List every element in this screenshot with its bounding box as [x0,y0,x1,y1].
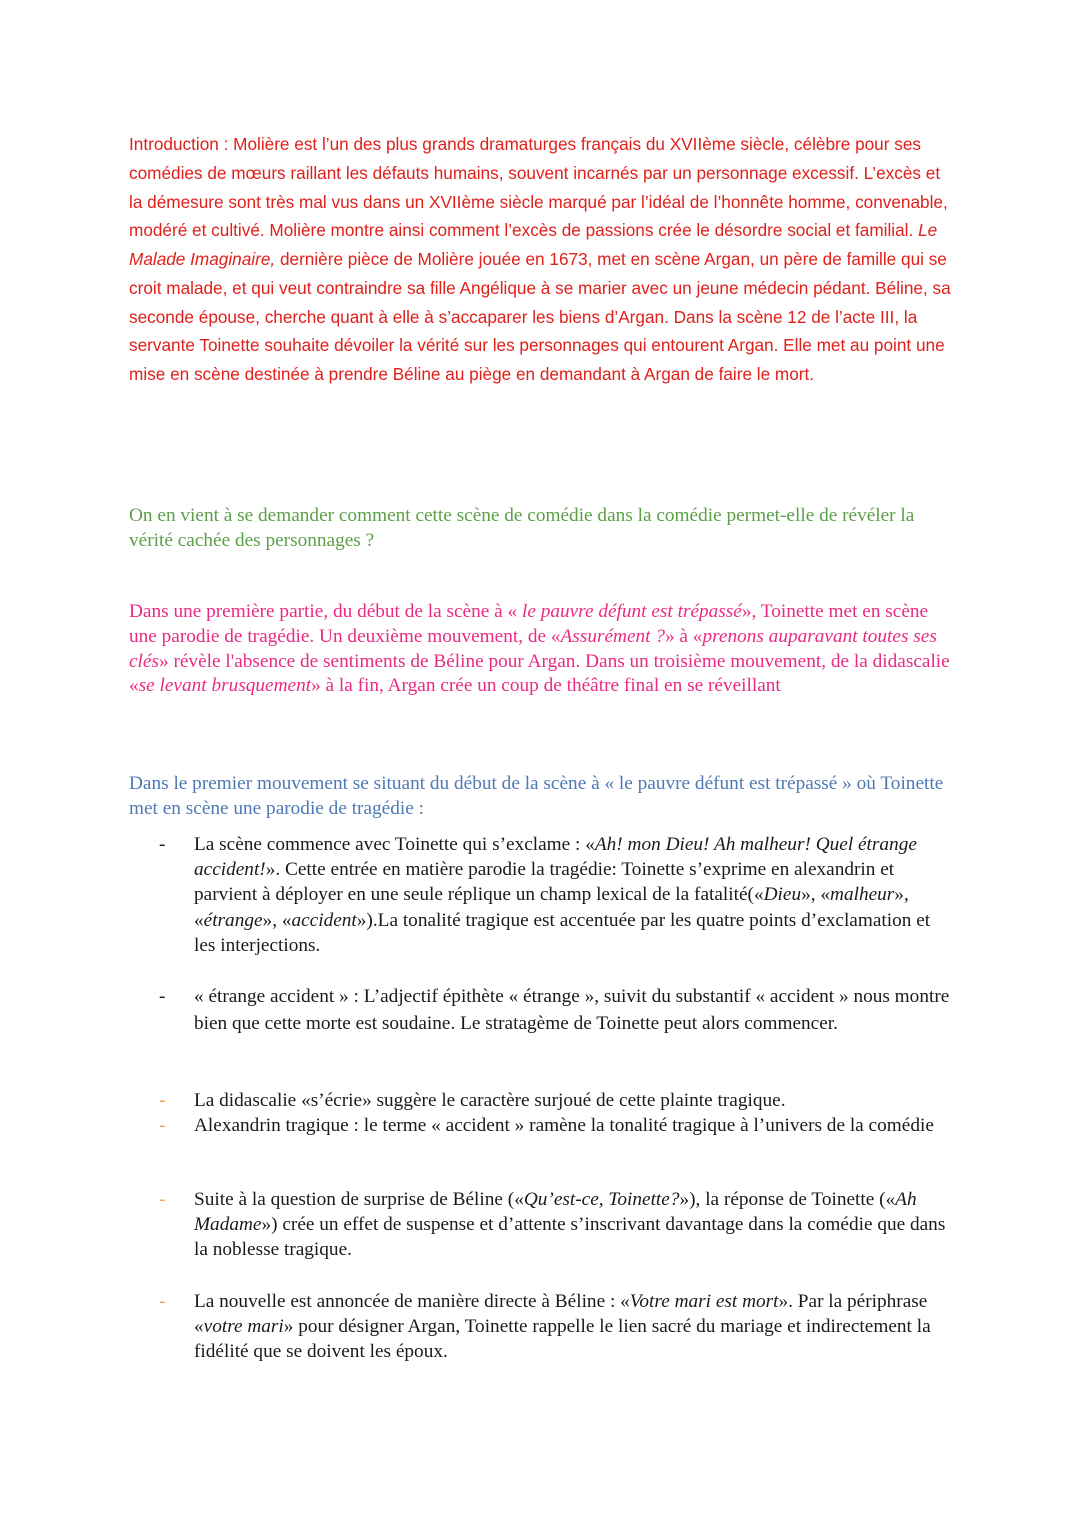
bullet-dash: - [159,986,166,1007]
bullet-text [194,1187,956,1263]
intro-text: Introduction : Molière est l’un des plus grands dramaturges français du XVIIème siècle, célèbre pour ses comédies de mœurs raillant les défauts humains, souvent incarnés par un personnage excessif. L’excès et la démesure sont très mal vus dans un XVIIème siècle marqué par l’idéal de l’honnête homme, convenable, modéré et cultivé. Molière montre ainsi comment l’excès de passions crée le désordre social et familial. [129,134,948,241]
play-title: Le Malade Imaginaire, [129,220,938,269]
text: » pour désigner Argan, Toinette rappelle le lien sacré du mariage et indirectement la fidélité que se doivent les époux. [194,1316,931,1363]
plan-text: » à la fin, Argan crée un coup de théâtre final en se réveillant [311,675,781,697]
plan-quote: Assurément ? [560,625,665,647]
movement-heading: Dans le premier mouvement se situant du début de la scène à « le pauvre défunt est trépassé » où Toinette met en scène une parodie de tragédie : [129,773,944,819]
plan-text: » révèle l'absence de sentiments de Béline pour Argan. Dans un troisième mouvement, de la didascalie « [129,650,950,697]
bullet-dash: - [159,1090,166,1111]
bullet-text [194,1289,956,1365]
bullet-dash: - [159,834,166,855]
plan-text: », Toinette met en scène une parodie de tragédie. Un deuxième mouvement, de « [129,601,929,647]
plan-quote: prenons auparavant toutes ses clés [129,625,937,672]
quote: votre mari [203,1316,284,1338]
text: ». Par la périphrase « [194,1291,928,1338]
text: Suite à la question de surprise de Béline (« [194,1189,524,1210]
text: La scène commence avec Toinette qui s’exclame : « [194,834,595,855]
text: »).La tonalité tragique est accentuée par les quatre points d’exclamation et les interjections. [194,909,931,956]
quote: Qu’est-ce, Toinette? [523,1189,680,1210]
bullet-dash: - [159,1189,166,1210]
intro-text-continued: dernière pièce de Molière jouée en 1673, met en scène Argan, un père de famille qui se croit malade, et qui veut contraindre sa fille Angélique à se marier avec un jeune médecin pédant. Béline, sa seconde épouse, cherche quant à elle à s’accaparer les biens d’Argan. Dans la scène 12 de l’acte III, la servante Toinette souhaite dévoiler la vérité sur les personnages qui entourent Argan. Elle met au point une mise en scène destinée à prendre Béline au piège en demandant à Argan de faire le mort. [129,249,951,384]
bullet-dash: - [159,1115,166,1136]
plan-quote: le pauvre défunt est trépassé [521,601,742,622]
bullet-text: Alexandrin tragique : le terme « accident » ramène la tonalité tragique à l’univers de la comédie [194,1115,934,1136]
plan-paragraph [129,600,955,699]
text: ». Cette entrée en matière parodie la tragédie: Toinette s’exprime en alexandrin et parvient à déployer en une seule réplique un champ lexical de la fatalité(« [194,859,895,906]
quote: étrange [203,909,263,931]
bullet-text: « étrange accident » : L’adjectif épithète « étrange », suivit du substantif « accident » nous montre bien que cette morte est soudaine. Le stratagème de Toinette peut alors commencer. [194,986,950,1034]
quote: Dieu [763,884,802,906]
quote: Ah! mon Dieu! Ah malheur! Quel étrange accident! [194,834,917,881]
bullet-text [194,832,956,958]
quote: Votre mari est mort [629,1291,779,1312]
plan-text: » à « [664,625,703,647]
text: », « [801,884,831,906]
problematic-question: On en vient à se demander comment cette scène de comédie dans la comédie permet-elle de révéler la vérité cachée des personnages ? [129,505,915,551]
plan-text: Dans une première partie, du début de la scène à « [129,601,522,622]
plan-quote: se levant brusquement [138,675,312,697]
text: ») crée un effet de suspense et d’attente s’inscrivant davantage dans la comédie que dans la noblesse tragique. [194,1214,946,1261]
bullet-dash: - [159,1291,166,1312]
quote: accident [291,909,357,931]
quote: Ah Madame [194,1189,917,1236]
introduction-paragraph [129,130,955,389]
bullet-text: La didascalie «s’écrie» suggère le caractère surjoué de cette plainte tragique. [194,1090,786,1111]
text: »), la réponse de Toinette (« [679,1189,896,1210]
text: », « [262,909,292,931]
text: La nouvelle est annoncée de manière directe à Béline : « [194,1291,630,1312]
text: », « [194,884,909,931]
quote: malheur [830,884,895,906]
